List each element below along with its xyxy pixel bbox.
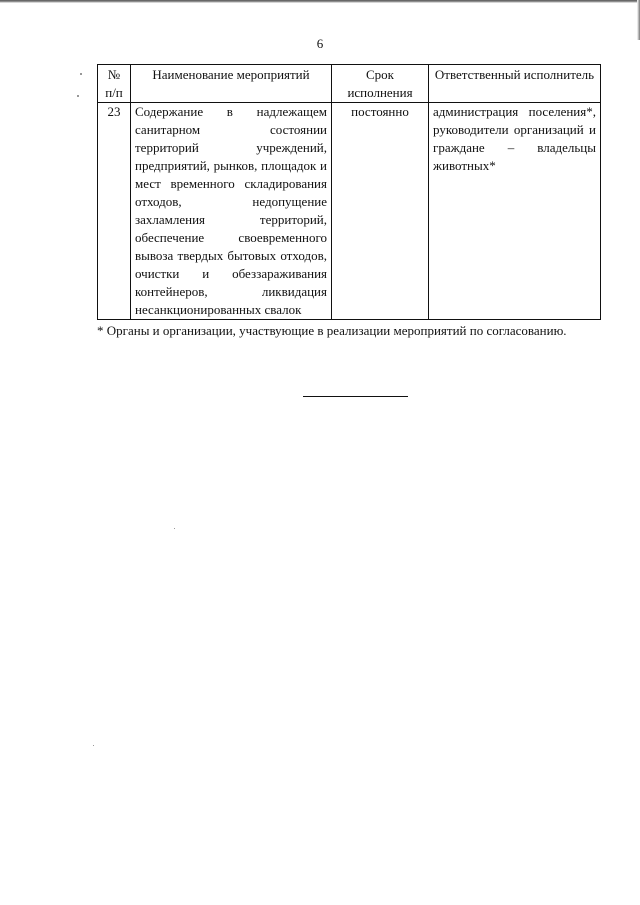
row-term: постоянно xyxy=(332,103,429,320)
row-measure-name: Содержание в надлежащем санитарном состоянии территорий учреждений, предприятий, рынков, площадок и мест временного складирования отходов, недопущение захламления территорий, обеспечение своевременного вывоза твердых бытовых отходов, очистки и обеззараживания контейнеров, ликвидация несанкционированных свалок xyxy=(131,103,332,320)
table-header-row xyxy=(98,65,601,103)
table-row xyxy=(98,103,601,320)
header-measure-name: Наименование мероприятий xyxy=(131,65,332,103)
page-number: 6 xyxy=(316,36,324,51)
scan-top-edge xyxy=(0,0,640,3)
closing-rule xyxy=(303,396,408,397)
measures-table xyxy=(97,64,601,320)
row-number: 23 xyxy=(98,103,131,320)
footnote: * Органы и организации, участвующие в реализации мероприятий по согласованию. xyxy=(97,323,567,338)
row-executor: администрация поселения*, руководители организаций и граждане – владельцы животных* xyxy=(429,103,601,320)
scan-speck xyxy=(77,95,79,97)
scan-speck xyxy=(80,73,82,75)
header-term: Срок исполнения xyxy=(332,65,429,103)
scan-speck xyxy=(174,528,175,529)
scan-speck xyxy=(93,745,94,746)
header-executor: Ответственный исполнитель xyxy=(429,65,601,103)
header-number: № п/п xyxy=(98,65,131,103)
